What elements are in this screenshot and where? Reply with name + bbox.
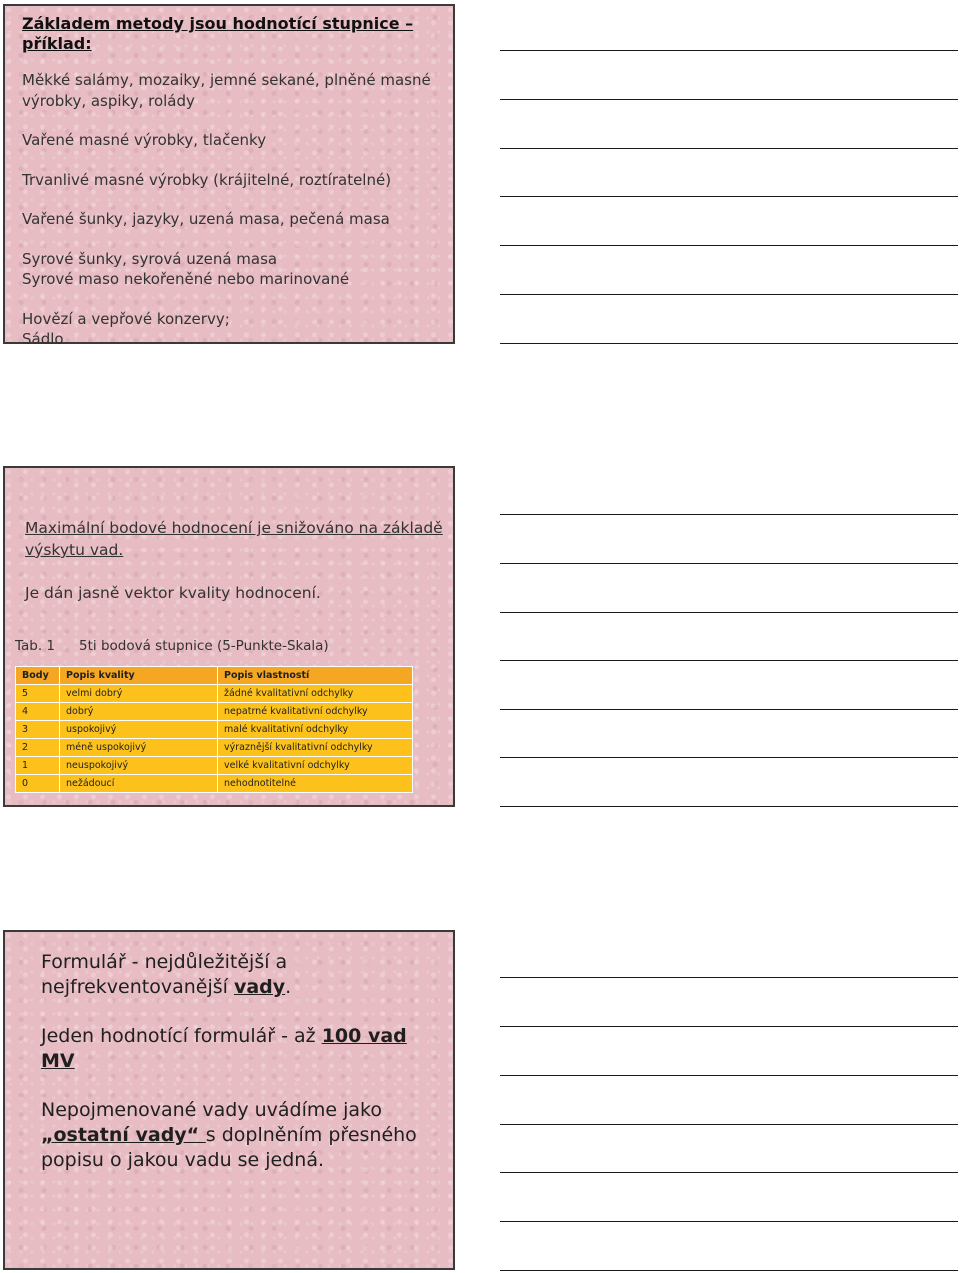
table-row [16, 757, 413, 775]
table-cell: nepatrné kvalitativní odchylky [218, 703, 413, 721]
note-line[interactable] [500, 99, 958, 100]
paragraph-line: výskytu vad. [25, 541, 124, 559]
grading-table [15, 666, 413, 793]
list-item: Syrové maso nekořeněné nebo marinované [22, 270, 350, 288]
table-header-row [16, 667, 413, 685]
table-cell: nehodnotitelné [218, 775, 413, 793]
slide-1 [3, 4, 455, 348]
slide-3 [3, 930, 455, 1270]
note-line[interactable] [500, 148, 958, 149]
table-cell: malé kvalitativní odchylky [218, 721, 413, 739]
header-cell: Body [16, 667, 60, 685]
table-cell: výraznější kvalitativní odchylky [218, 739, 413, 757]
title-line-2: příklad: [22, 34, 92, 53]
paragraph-line: Jeden hodnotící formulář - až [41, 1025, 322, 1047]
list-item: Měkké salámy, mozaiky, jemné sekané, plněné masné [22, 71, 431, 89]
note-line[interactable] [500, 563, 958, 564]
table-cell: 4 [16, 703, 60, 721]
table-cell: méně uspokojivý [60, 739, 218, 757]
paragraph-line: Nepojmenované vady uvádíme jako [41, 1099, 382, 1121]
table-row [16, 775, 413, 793]
paragraph-line: nejfrekventovanější [41, 976, 234, 998]
slide-2 [3, 466, 455, 807]
table-cell: neuspokojivý [60, 757, 218, 775]
table-cell: velké kvalitativní odchylky [218, 757, 413, 775]
table-cell: 3 [16, 721, 60, 739]
note-line[interactable] [500, 1221, 958, 1222]
emphasis-100-vad: 100 vad [321, 1025, 407, 1047]
paragraph-line-end: . [285, 976, 292, 998]
paragraph-line: popisu o jakou vadu se jedná. [41, 1149, 325, 1171]
list-item: Sádlo [22, 330, 64, 348]
paragraph-vektor: Je dán jasně vektor kvality hodnocení. [25, 584, 321, 602]
emphasis-mv: MV [41, 1050, 75, 1072]
note-line[interactable] [500, 1124, 958, 1125]
list-item: Trvanlivé masné výrobky (krájitelné, roztíratelné) [22, 171, 392, 189]
table-row [16, 721, 413, 739]
title-line-1: Základem metody jsou hodnotící stupnice – [22, 14, 414, 33]
note-line[interactable] [500, 757, 958, 758]
slide-1-title [22, 14, 442, 54]
table-cell: nežádoucí [60, 775, 218, 793]
emphasis-ostatni-vady: „ostatní vady“ [41, 1124, 206, 1146]
table-cell: žádné kvalitativní odchylky [218, 685, 413, 703]
paragraph-formular [41, 950, 441, 1000]
list-item: Vařené masné výrobky, tlačenky [22, 131, 267, 149]
list-item: Syrové šunky, syrová uzená masa [22, 250, 278, 268]
note-line[interactable] [500, 977, 958, 978]
paragraph-line: Formulář - nejdůležitější a [41, 951, 288, 973]
list-item: Vařené šunky, jazyky, uzená masa, pečená masa [22, 210, 390, 228]
note-line[interactable] [500, 1172, 958, 1173]
table-caption-text: 5ti bodová stupnice (5-Punkte-Skala) [79, 638, 329, 654]
paragraph-line: s doplněním přesného [205, 1124, 417, 1146]
table-caption [15, 638, 329, 654]
note-line[interactable] [500, 806, 958, 807]
header-cell: Popis kvality [60, 667, 218, 685]
table-row [16, 685, 413, 703]
table-cell: dobrý [60, 703, 218, 721]
table-cell: velmi dobrý [60, 685, 218, 703]
table-cell: 5 [16, 685, 60, 703]
table-cell: 0 [16, 775, 60, 793]
header-cell: Popis vlastností [218, 667, 413, 685]
emphasis-vady: vady [233, 976, 286, 998]
paragraph-line: Maximální bodové hodnocení je snižováno na základě [25, 519, 443, 537]
note-line[interactable] [500, 50, 958, 51]
note-line[interactable] [500, 294, 958, 295]
table-cell: uspokojivý [60, 721, 218, 739]
table-row [16, 739, 413, 757]
list-item: výrobky, aspiky, rolády [22, 92, 195, 110]
table-row [16, 703, 413, 721]
note-line[interactable] [500, 514, 958, 515]
table-cell: 2 [16, 739, 60, 757]
note-line[interactable] [500, 709, 958, 710]
note-line[interactable] [500, 343, 958, 344]
note-line[interactable] [500, 660, 958, 661]
table-label: Tab. 1 [15, 638, 56, 654]
paragraph-ostatni-vady [41, 1098, 441, 1173]
note-line[interactable] [500, 612, 958, 613]
list-item: Hovězí a vepřové konzervy; [22, 310, 230, 328]
table-cell: 1 [16, 757, 60, 775]
note-line[interactable] [500, 245, 958, 246]
note-line[interactable] [500, 1075, 958, 1076]
paragraph-vady [25, 517, 445, 561]
note-line[interactable] [500, 1270, 958, 1271]
paragraph-100-vad [41, 1024, 441, 1074]
note-line[interactable] [500, 1026, 958, 1027]
note-line[interactable] [500, 196, 958, 197]
